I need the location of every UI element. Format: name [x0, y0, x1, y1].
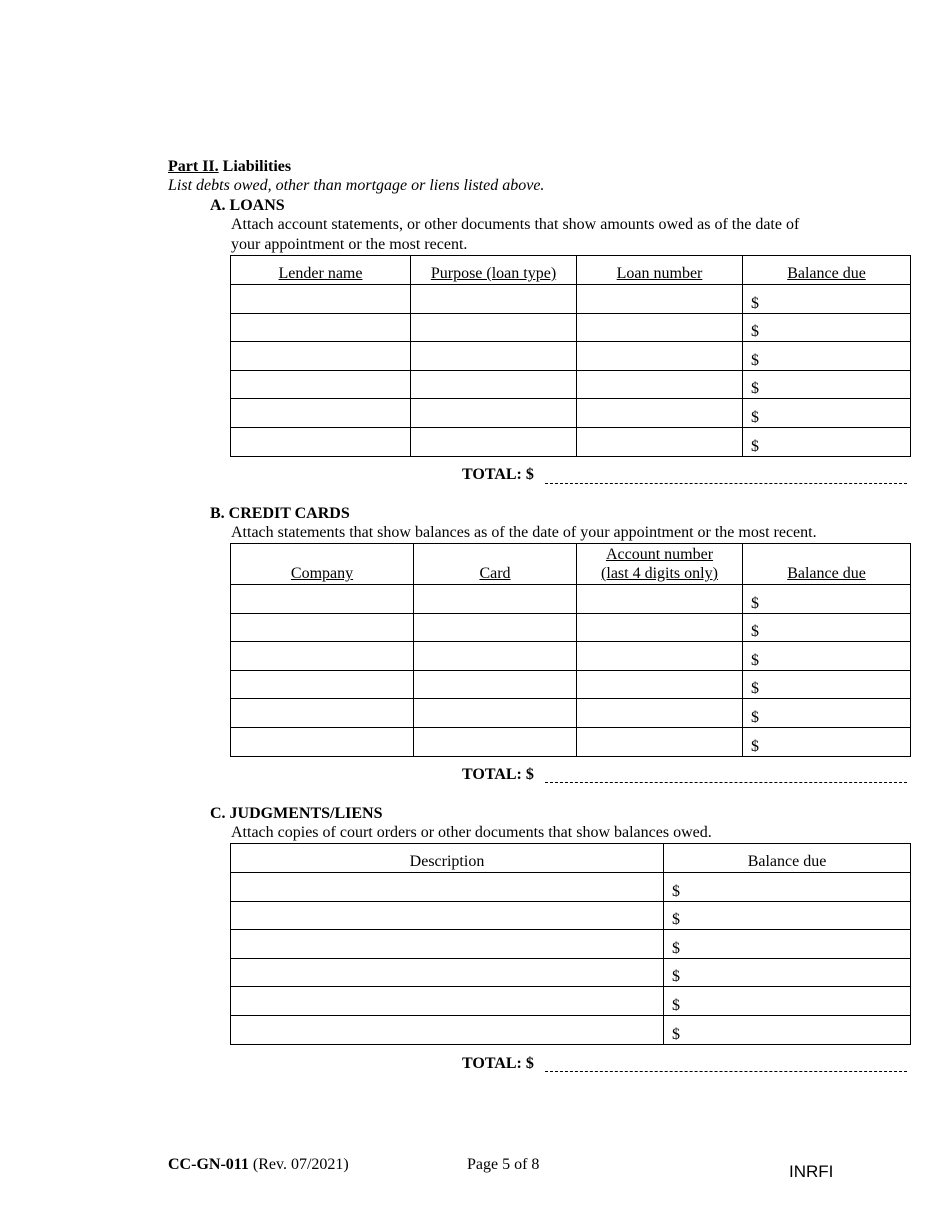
part-instruction: List debts owed, other than mortgage or liens listed above.	[168, 177, 545, 194]
description-cell[interactable]	[231, 1015, 664, 1044]
footer-code: INRFI	[789, 1162, 834, 1181]
part-title: Liabilities	[222, 158, 292, 175]
card-cell[interactable]	[414, 642, 577, 671]
lender-name-cell[interactable]	[231, 370, 411, 399]
card-cell[interactable]	[414, 699, 577, 728]
part-heading	[168, 157, 291, 176]
judgment-balance-cell[interactable]: $	[664, 987, 911, 1016]
account-number-cell[interactable]	[577, 585, 743, 614]
loan-number-cell[interactable]	[577, 285, 743, 314]
account-number-cell[interactable]	[577, 670, 743, 699]
judgment-balance-cell[interactable]: $	[664, 901, 911, 930]
card-cell[interactable]	[414, 613, 577, 642]
account-number-cell[interactable]	[577, 642, 743, 671]
description-cell[interactable]	[231, 930, 664, 959]
cards-header-company: Company	[231, 544, 414, 585]
loan-balance-cell[interactable]: $	[743, 285, 911, 314]
loan-purpose-cell[interactable]	[411, 342, 577, 371]
judgments-total-field[interactable]	[545, 1071, 907, 1072]
table-row	[231, 670, 911, 699]
table-row	[231, 930, 911, 959]
judgments-table	[230, 843, 911, 1045]
loans-instruction-line-1: Attach account statements, or other documents that show amounts owed as of the date of	[231, 216, 800, 233]
cards-header-balance: Balance due	[743, 544, 911, 585]
loan-balance-cell[interactable]: $	[743, 370, 911, 399]
card-balance-cell[interactable]: $	[743, 642, 911, 671]
footer-page-number: Page 5 of 8	[467, 1156, 540, 1173]
loans-header-lender: Lender name	[231, 256, 411, 285]
card-cell[interactable]	[414, 585, 577, 614]
description-cell[interactable]	[231, 958, 664, 987]
credit-cards-heading: B. CREDIT CARDS	[210, 505, 350, 522]
lender-name-cell[interactable]	[231, 313, 411, 342]
loan-purpose-cell[interactable]	[411, 370, 577, 399]
judgments-instruction: Attach copies of court orders or other documents that show balances owed.	[231, 824, 712, 841]
credit-cards-table	[230, 543, 911, 757]
cards-header-account-number: Account number (last 4 digits only)	[577, 544, 743, 585]
form-number: CC-GN-011	[168, 1156, 249, 1173]
card-balance-cell[interactable]: $	[743, 585, 911, 614]
table-row	[231, 313, 911, 342]
company-cell[interactable]	[231, 585, 414, 614]
loan-number-cell[interactable]	[577, 427, 743, 456]
loan-number-cell[interactable]	[577, 399, 743, 428]
loan-purpose-cell[interactable]	[411, 313, 577, 342]
loan-purpose-cell[interactable]	[411, 427, 577, 456]
table-row	[231, 585, 911, 614]
loan-purpose-cell[interactable]	[411, 399, 577, 428]
credit-cards-instruction: Attach statements that show balances as of the date of your appointment or the most recent.	[231, 524, 817, 541]
loan-number-cell[interactable]	[577, 313, 743, 342]
table-row	[231, 613, 911, 642]
loan-number-cell[interactable]	[577, 370, 743, 399]
loan-balance-cell[interactable]: $	[743, 313, 911, 342]
description-cell[interactable]	[231, 987, 664, 1016]
description-cell[interactable]	[231, 901, 664, 930]
table-row	[231, 1015, 911, 1044]
table-row	[231, 370, 911, 399]
account-number-cell[interactable]	[577, 699, 743, 728]
table-row	[231, 399, 911, 428]
table-row	[231, 285, 911, 314]
lender-name-cell[interactable]	[231, 342, 411, 371]
loan-balance-cell[interactable]: $	[743, 427, 911, 456]
loan-number-cell[interactable]	[577, 342, 743, 371]
table-row	[231, 958, 911, 987]
company-cell[interactable]	[231, 642, 414, 671]
judgments-header-balance: Balance due	[664, 844, 911, 873]
judgment-balance-cell[interactable]: $	[664, 1015, 911, 1044]
table-row	[231, 427, 911, 456]
table-row	[231, 699, 911, 728]
loan-balance-cell[interactable]: $	[743, 342, 911, 371]
judgment-balance-cell[interactable]: $	[664, 873, 911, 902]
account-number-cell[interactable]	[577, 613, 743, 642]
table-row	[231, 342, 911, 371]
loan-balance-cell[interactable]: $	[743, 399, 911, 428]
form-revision: (Rev. 07/2021)	[252, 1156, 349, 1173]
judgments-header-description: Description	[231, 844, 664, 873]
company-cell[interactable]	[231, 699, 414, 728]
description-cell[interactable]	[231, 873, 664, 902]
judgments-total-label: TOTAL: $	[462, 1055, 534, 1072]
footer-form-id	[168, 1155, 349, 1174]
card-cell[interactable]	[414, 670, 577, 699]
table-row	[231, 873, 911, 902]
lender-name-cell[interactable]	[231, 399, 411, 428]
loans-total-field[interactable]	[545, 483, 907, 484]
lender-name-cell[interactable]	[231, 427, 411, 456]
judgment-balance-cell[interactable]: $	[664, 930, 911, 959]
table-row	[231, 987, 911, 1016]
loans-instruction-line-2: your appointment or the most recent.	[231, 236, 468, 253]
credit-cards-total-field[interactable]	[545, 782, 907, 783]
table-row	[231, 727, 911, 756]
table-row	[231, 901, 911, 930]
company-cell[interactable]	[231, 670, 414, 699]
cards-header-card: Card	[414, 544, 577, 585]
loan-purpose-cell[interactable]	[411, 285, 577, 314]
company-cell[interactable]	[231, 727, 414, 756]
part-label: Part II.	[168, 158, 219, 175]
loans-header-balance: Balance due	[743, 256, 911, 285]
card-balance-cell[interactable]: $	[743, 699, 911, 728]
judgment-balance-cell[interactable]: $	[664, 958, 911, 987]
card-cell[interactable]	[414, 727, 577, 756]
table-row	[231, 642, 911, 671]
credit-cards-total-label: TOTAL: $	[462, 766, 534, 783]
card-balance-cell[interactable]: $	[743, 613, 911, 642]
judgments-heading: C. JUDGMENTS/LIENS	[210, 805, 383, 822]
account-number-cell[interactable]	[577, 727, 743, 756]
card-balance-cell[interactable]: $	[743, 727, 911, 756]
loans-header-loan-number: Loan number	[577, 256, 743, 285]
card-balance-cell[interactable]: $	[743, 670, 911, 699]
loans-header-purpose: Purpose (loan type)	[411, 256, 577, 285]
loans-heading: A. LOANS	[210, 197, 285, 214]
lender-name-cell[interactable]	[231, 285, 411, 314]
loans-table	[230, 255, 911, 457]
company-cell[interactable]	[231, 613, 414, 642]
loans-total-label: TOTAL: $	[462, 466, 534, 483]
